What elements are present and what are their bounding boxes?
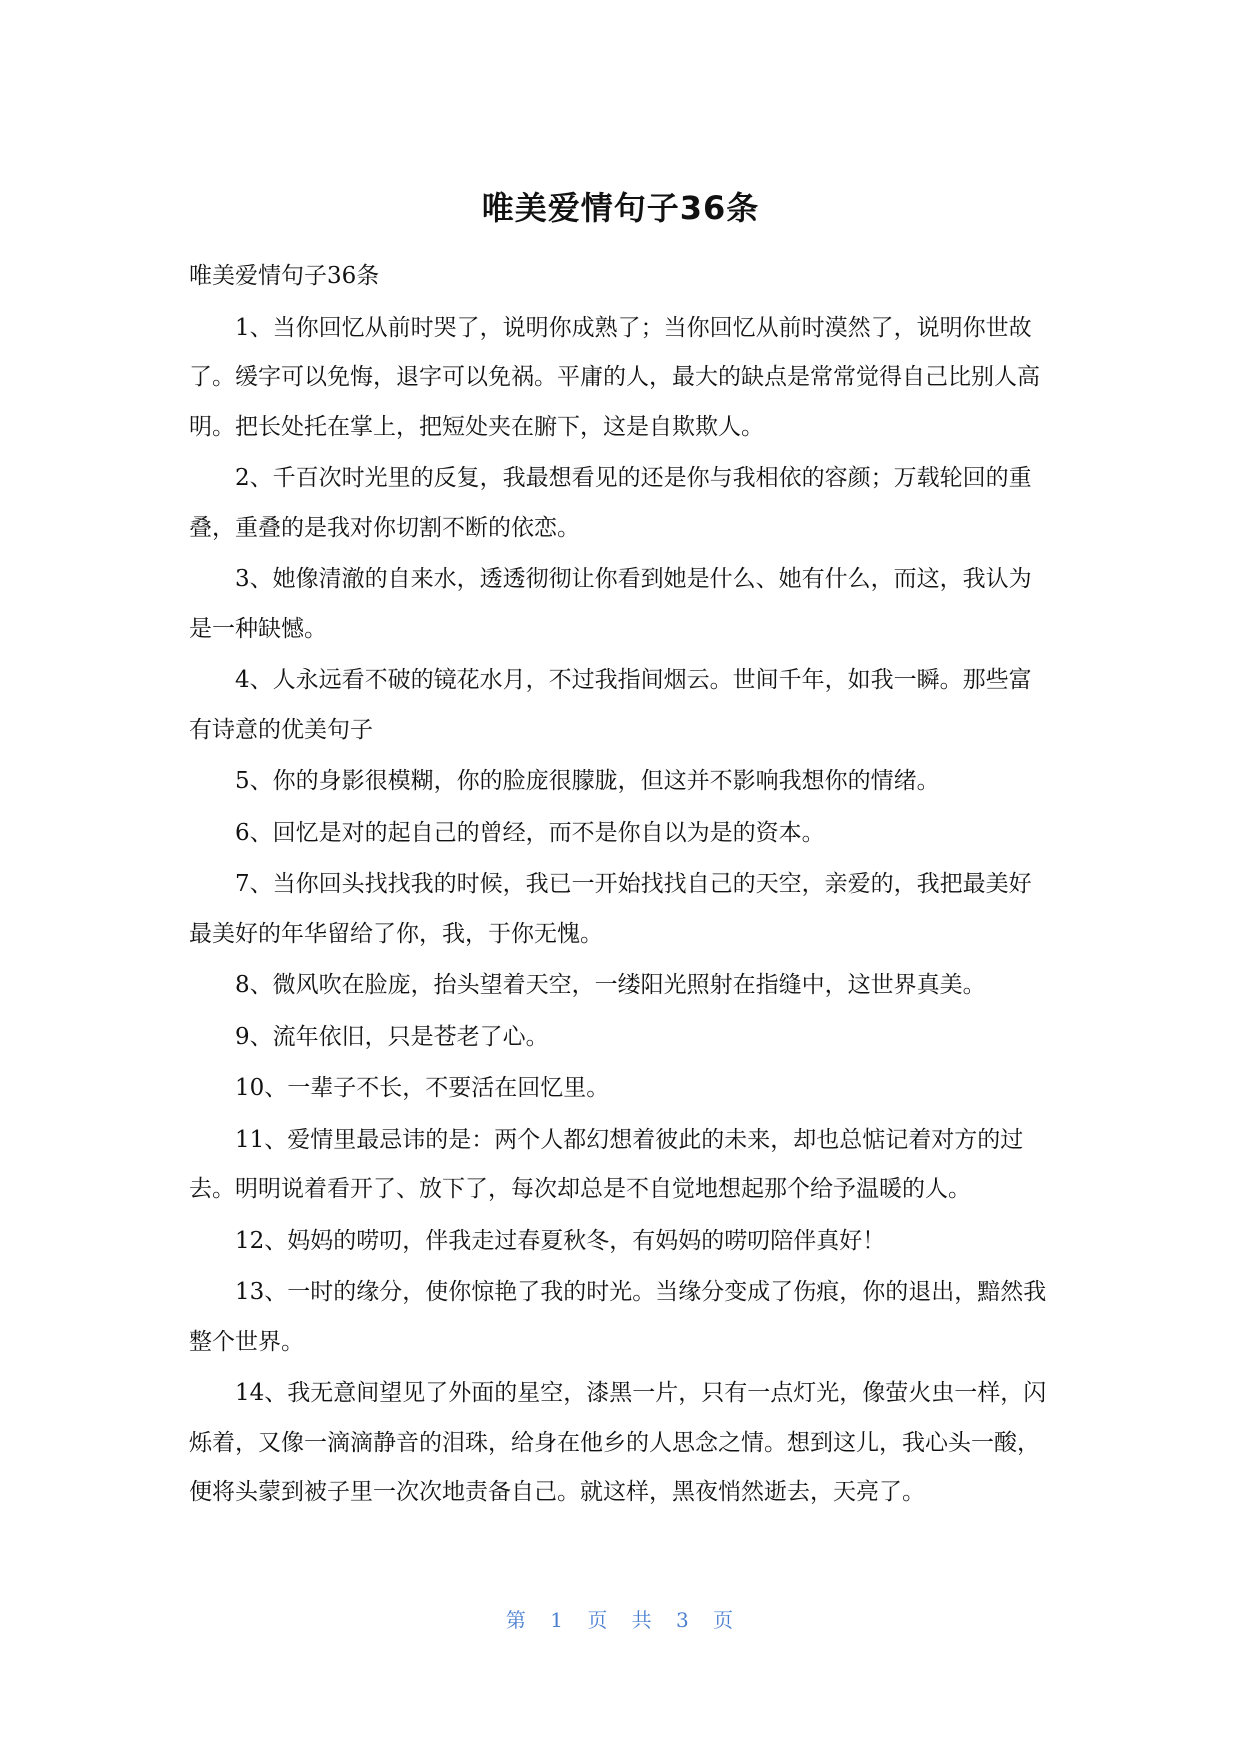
list-item: 2、千百次时光里的反复，我最想看见的还是你与我相依的容颜；万载轮回的重叠，重叠的是我对你切割不断的依恋。 <box>189 465 1032 541</box>
list-item: 5、你的身影很模糊，你的脸庞很朦胧，但这并不影响我想你的情绪。 <box>235 768 940 794</box>
list-item: 10、一辈子不长，不要活在回忆里。 <box>235 1075 610 1101</box>
list-item: 1、当你回忆从前时哭了，说明你成熟了；当你回忆从前时漠然了，说明你世故了。缓字可以免悔，退字可以免祸。平庸的人，最大的缺点是常常觉得自己比别人高明。把长处托在掌上，把短处夹在腑下，这是自欺欺人。 <box>189 314 1040 440</box>
list-item: 11、爱情里最忌讳的是：两个人都幻想着彼此的未来，却也总惦记着对方的过去。明明说着看开了、放下了，每次却总是不自觉地想起那个给予温暖的人。 <box>189 1126 1024 1202</box>
document-subtitle: 唯美爱情句子36条 <box>189 263 380 289</box>
list-item: 14、我无意间望见了外面的星空，漆黑一片，只有一点灯光，像萤火虫一样，闪烁着，又像一滴滴静音的泪珠，给身在他乡的人思念之情。想到这儿，我心头一酸，便将头蒙到被子里一次次地责备自己。就这样，黑夜悄然逝去，天亮了。 <box>189 1380 1047 1505</box>
list-item: 8、微风吹在脸庞，抬头望着天空，一缕阳光照射在指缝中，这世界真美。 <box>235 972 986 998</box>
list-item: 9、流年依旧，只是苍老了心。 <box>235 1023 549 1050</box>
list-item: 4、人永远看不破的镜花水月，不过我指间烟云。世间千年，如我一瞬。那些富有诗意的优美句子 <box>189 667 1032 743</box>
page-number-footer: 第 1 页 共 3 页 <box>505 1608 736 1632</box>
list-item: 6、回忆是对的起自己的曾经，而不是你自以为是的资本。 <box>235 819 825 846</box>
document-title: 唯美爱情句子36条 <box>481 189 760 227</box>
document-body <box>189 252 1054 1520</box>
list-item: 3、她像清澈的自来水，透透彻彻让你看到她是什么、她有什么，而这，我认为是一种缺憾。 <box>189 566 1032 642</box>
list-item: 13、一时的缘分，使你惊艳了我的时光。当缘分变成了伤痕，你的退出，黯然我整个世界。 <box>189 1279 1047 1355</box>
list-item: 7、当你回头找找我的时候，我已一开始找找自己的天空，亲爱的，我把最美好最美好的年华留给了你，我，于你无愧。 <box>189 871 1032 947</box>
list-item: 12、妈妈的唠叨，伴我走过春夏秋冬，有妈妈的唠叨陪伴真好！ <box>235 1227 886 1254</box>
